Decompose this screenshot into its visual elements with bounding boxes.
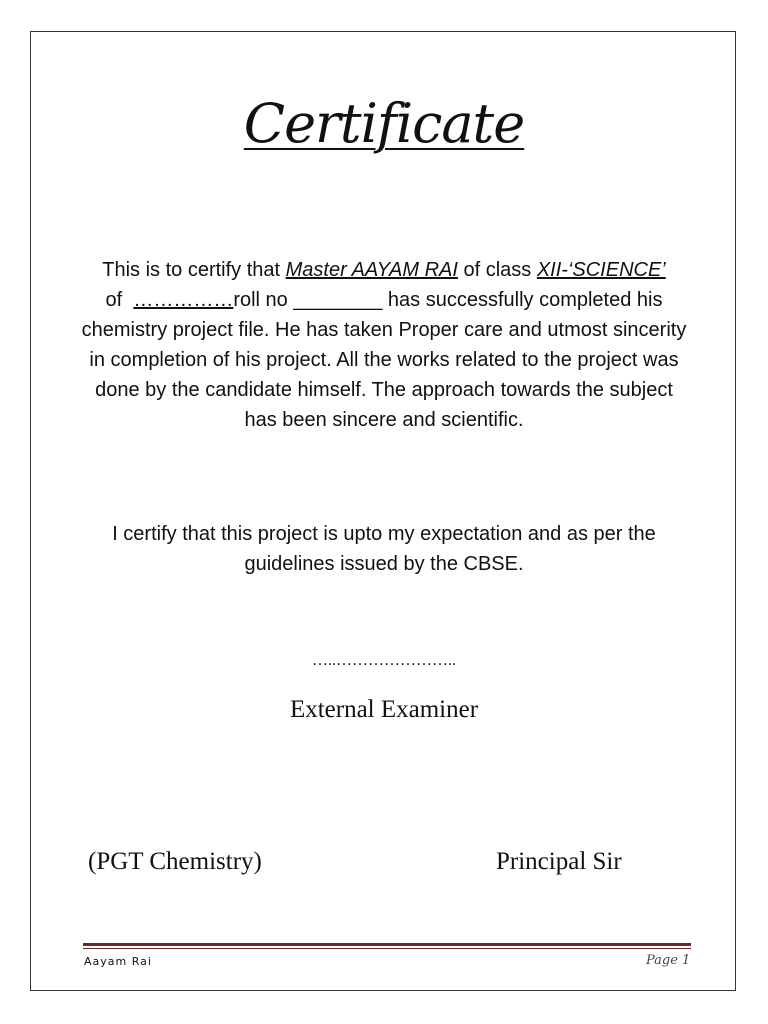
principal-label: Principal Sir (496, 848, 622, 875)
signature-line: …..………………….. (312, 652, 456, 669)
blank-section-field: …………… (133, 289, 234, 311)
footer-page-number: Page 1 (646, 953, 691, 968)
expectation-paragraph: I certify that this project is upto my expectation and as per the guidelines issued by the CBSE. (112, 523, 656, 575)
of-text: of (105, 289, 128, 311)
class-name: XII-‘SCIENCE’ (536, 259, 666, 281)
student-name: Master AAYAM RAI (285, 259, 458, 281)
certification-paragraph (80, 255, 688, 435)
pgt-chemistry-label: (PGT Chemistry) (88, 848, 262, 875)
completion-text: roll no ________ has successfully completed his chemistry project file. He has taken Proper care and utmost sincerity in completion of his project. All the works related to the project was done by the candidate himself. The approach towards the subject has been sincere and scientific. (81, 289, 687, 431)
intro-text: This is to certify that (102, 259, 286, 281)
page-border (30, 31, 736, 991)
external-examiner-label: External Examiner (289, 696, 479, 723)
footer-author: Aayam Rai (84, 955, 152, 968)
certificate-title: Certificate (243, 92, 525, 155)
class-text: of class (457, 259, 537, 281)
footer-rule (83, 943, 691, 946)
footer-rule-thin (83, 948, 691, 949)
